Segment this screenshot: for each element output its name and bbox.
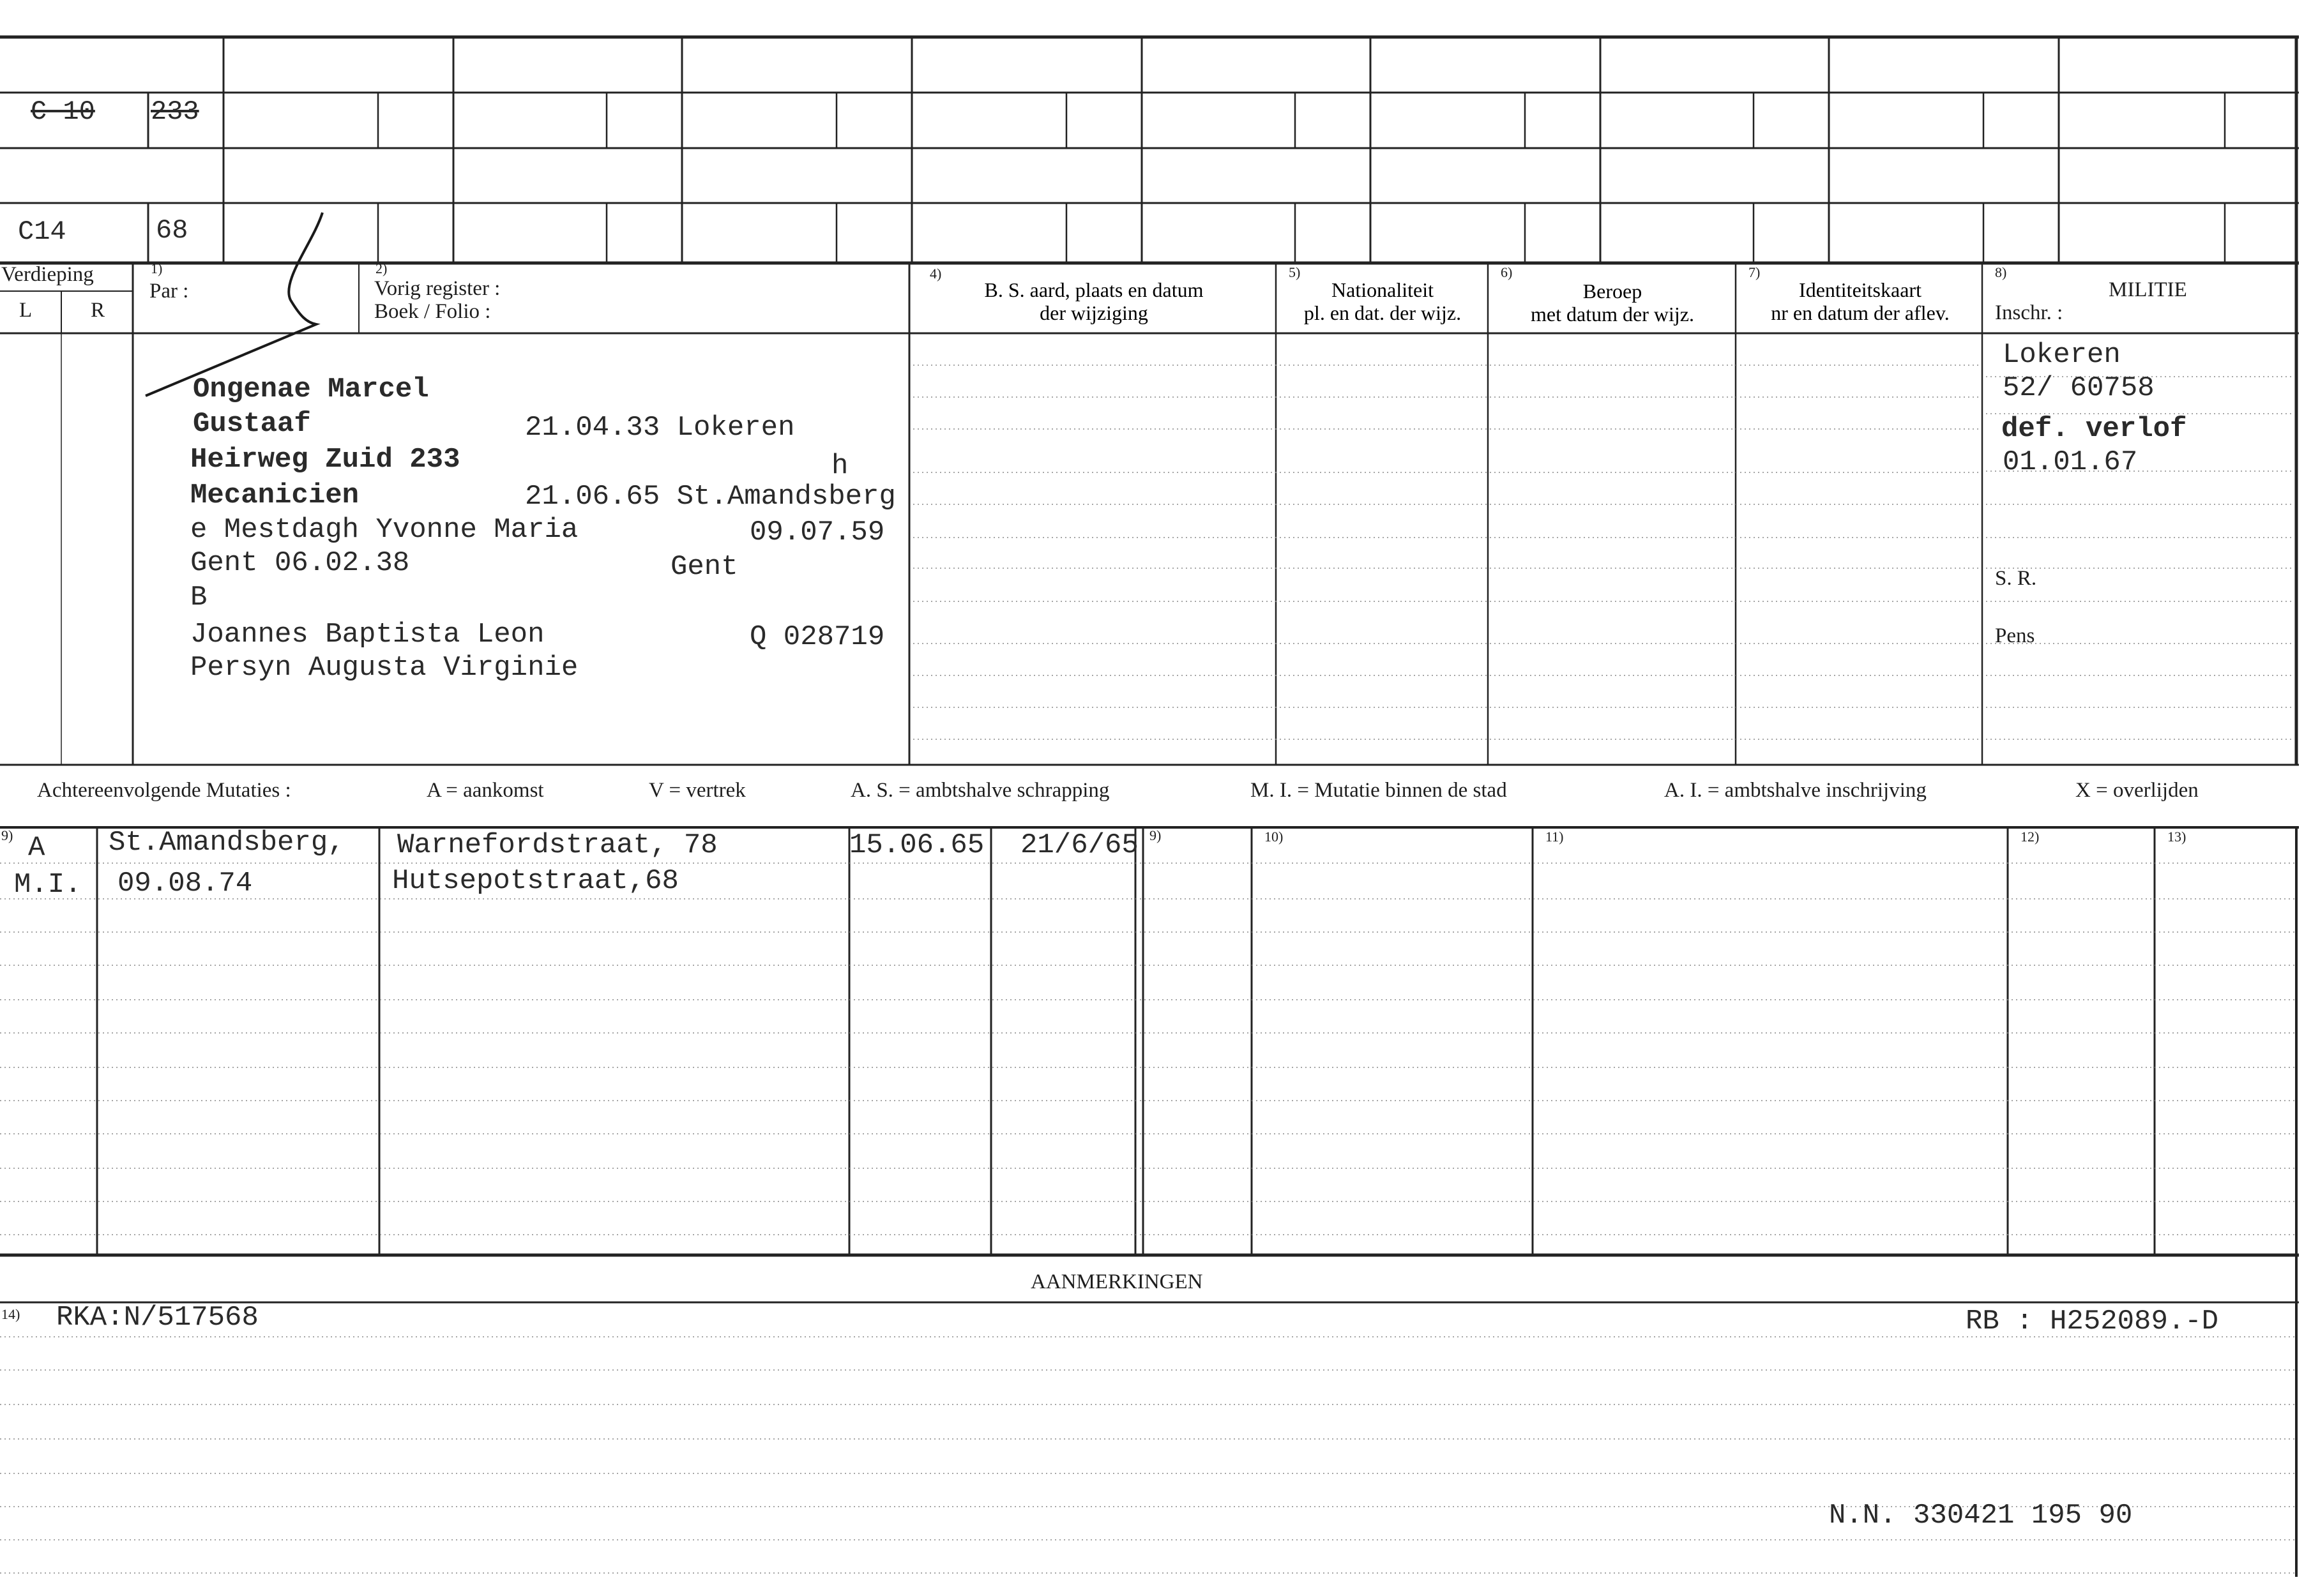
field-number-1: 1) bbox=[151, 260, 163, 276]
field-number-9: 9) bbox=[1, 827, 13, 843]
person-name-line: Ongenae Marcel bbox=[193, 373, 429, 405]
vorig-register-label: Vorig register : bbox=[374, 277, 501, 300]
gent-mark: Gent bbox=[671, 551, 738, 583]
field-number-6: 6) bbox=[1501, 264, 1513, 280]
mutation-row-1-place: St.Amandsberg, bbox=[109, 827, 345, 859]
field-number-9b: 9) bbox=[1149, 827, 1162, 843]
field-number-10: 10) bbox=[1264, 829, 1284, 845]
legend-x: X = overlijden bbox=[2075, 779, 2199, 802]
legend-ai: A. I. = ambtshalve inschrijving bbox=[1664, 779, 1927, 802]
field-number-13: 13) bbox=[2167, 829, 2187, 845]
floor-right-label: R bbox=[91, 299, 105, 322]
boek-folio-label: Boek / Folio : bbox=[374, 300, 491, 323]
legend-v: V = vertrek bbox=[649, 779, 746, 802]
militie-header: MILITIE bbox=[2109, 278, 2187, 301]
field-number-2: 2) bbox=[375, 260, 388, 276]
pens-label: Pens bbox=[1995, 624, 2035, 647]
rka-number: RKA:N/517568 bbox=[56, 1302, 259, 1334]
mutation-row-1-type: A bbox=[28, 832, 45, 864]
field-number-7: 7) bbox=[1748, 264, 1761, 280]
mutation-row-2-date: 09.08.74 bbox=[117, 868, 253, 900]
field-number-12: 12) bbox=[2020, 829, 2040, 845]
profession-date-place: 21.06.65 St.Amandsberg bbox=[525, 481, 896, 513]
militie-status: def. verlof bbox=[2001, 413, 2187, 445]
nationaliteit-header: Nationaliteit pl. en dat. der wijz. bbox=[1303, 278, 1462, 324]
mutations-legend-title: Achtereenvolgende Mutaties : bbox=[37, 779, 291, 802]
mutation-row-2-address: Hutsepotstraat,68 bbox=[392, 865, 679, 897]
inschr-label: Inschr. : bbox=[1995, 301, 2063, 324]
mutation-row-1-date2: 21/6/65 bbox=[1020, 829, 1139, 861]
rb-number: RB : H252089.-D bbox=[1966, 1306, 2219, 1337]
struck-code-left: C 10 bbox=[31, 96, 95, 127]
spouse-line: e Mestdagh Yvonne Maria bbox=[190, 514, 579, 546]
legend-a: A = aankomst bbox=[427, 779, 544, 802]
militie-date: 01.01.67 bbox=[2003, 446, 2138, 478]
legend-mi: M. I. = Mutatie binnen de stad bbox=[1250, 779, 1507, 802]
par-label: Par : bbox=[149, 280, 189, 303]
person-address-line: Heirweg Zuid 233 bbox=[190, 444, 460, 476]
father-line: Joannes Baptista Leon bbox=[190, 619, 545, 651]
militie-place: Lokeren bbox=[2003, 339, 2121, 371]
national-number: N.N. 330421 195 90 bbox=[1829, 1500, 2133, 1532]
person-profession-line: Mecanicien bbox=[190, 479, 360, 511]
code-left: C14 bbox=[18, 216, 66, 247]
field-number-11: 11) bbox=[1545, 829, 1564, 845]
beroep-header: Beroep met datum der wijz. bbox=[1531, 280, 1694, 326]
b-mark: B bbox=[190, 582, 208, 614]
struck-code-right: 233 bbox=[151, 96, 199, 127]
legend-as: A. S. = ambtshalve schrapping bbox=[851, 779, 1110, 802]
identiteitskaart-header: Identiteitskaart nr en datum der aflev. bbox=[1771, 278, 1950, 324]
birth-date-place: 21.04.33 Lokeren bbox=[525, 412, 795, 444]
verdieping-label: Verdieping bbox=[1, 263, 94, 286]
h-mark: h bbox=[831, 450, 849, 482]
floor-left-label: L bbox=[19, 299, 33, 322]
field-number-14: 14) bbox=[1, 1306, 20, 1322]
mutation-row-2-type: M.I. bbox=[14, 869, 82, 901]
spouse-birth-line: Gent 06.02.38 bbox=[190, 547, 410, 579]
code-right: 68 bbox=[156, 215, 188, 246]
field-number-4: 4) bbox=[930, 266, 942, 282]
militie-number: 52/ 60758 bbox=[2003, 372, 2155, 404]
sr-label: S. R. bbox=[1995, 567, 2037, 590]
mother-line: Persyn Augusta Virginie bbox=[190, 652, 579, 684]
bs-header: B. S. aard, plaats en datum der wijziging bbox=[984, 278, 1204, 324]
mutation-row-1-date: 15.06.65 bbox=[849, 829, 985, 861]
field-number-8: 8) bbox=[1995, 264, 2007, 280]
aanmerkingen-title: AANMERKINGEN bbox=[1031, 1270, 1203, 1293]
marriage-date: 09.07.59 bbox=[750, 516, 885, 548]
person-first-name-line: Gustaaf bbox=[193, 408, 311, 440]
mutation-row-1-address: Warnefordstraat, 78 bbox=[397, 829, 718, 861]
id-number: Q 028719 bbox=[750, 621, 885, 653]
field-number-5: 5) bbox=[1289, 264, 1301, 280]
